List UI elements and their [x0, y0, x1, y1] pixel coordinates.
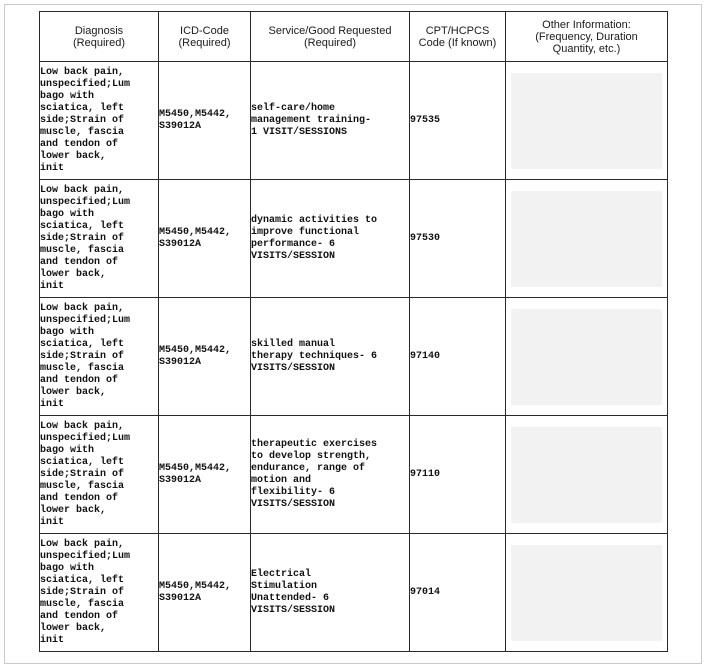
other-info-field[interactable]	[511, 545, 662, 641]
service-line: self-care/home	[251, 102, 336, 114]
other-info-field[interactable]	[511, 73, 662, 169]
cpt-code-cell	[410, 298, 506, 416]
icd-line: S39012A	[159, 474, 202, 486]
diagnosis-line: sciatica, left	[40, 220, 125, 232]
diagnosis-line: init	[40, 634, 65, 646]
icd-line: S39012A	[159, 238, 202, 250]
service-line: skilled manual	[251, 338, 336, 350]
other-info-field[interactable]	[511, 191, 662, 287]
header-icd-code	[159, 12, 251, 62]
other-info-field[interactable]	[511, 309, 662, 405]
other-info-field[interactable]	[511, 427, 662, 523]
icd-line: S39012A	[159, 356, 202, 368]
diagnosis-line: bago with	[40, 208, 95, 220]
diagnosis-line: and tendon of	[40, 610, 119, 622]
cpt-code-cell	[410, 416, 506, 534]
header-text: ICD-Code	[180, 24, 229, 37]
service-line: Electrical	[251, 568, 312, 580]
diagnosis-line: Low back pain,	[40, 538, 125, 550]
other-info-cell	[506, 180, 668, 298]
diagnosis-cell	[40, 180, 159, 298]
table-row	[40, 180, 668, 298]
diagnosis-line: muscle, fascia	[40, 126, 125, 138]
header-text: (Required)	[304, 36, 356, 49]
service-line: flexibility- 6	[251, 486, 336, 498]
icd-code-cell	[159, 180, 251, 298]
header-text: Diagnosis	[74, 24, 124, 37]
other-info-cell	[506, 416, 668, 534]
header-text: (Required)	[178, 36, 231, 49]
cpt-code-value: 97110	[410, 468, 441, 480]
icd-line: M5450,M5442,	[159, 226, 232, 238]
diagnosis-line: muscle, fascia	[40, 244, 125, 256]
diagnosis-line: bago with	[40, 326, 95, 338]
diagnosis-line: lower back,	[40, 268, 107, 280]
service-line: therapeutic exercises	[251, 438, 378, 450]
service-line: performance- 6	[251, 238, 336, 250]
service-line: improve functional	[251, 226, 360, 238]
cpt-code-value: 97014	[410, 586, 441, 598]
diagnosis-line: sciatica, left	[40, 338, 125, 350]
table-row	[40, 416, 668, 534]
header-diagnosis	[40, 12, 159, 62]
header-text: Other Information:	[542, 18, 631, 31]
diagnosis-line: unspecified;Lum	[40, 78, 131, 90]
diagnosis-line: Low back pain,	[40, 302, 125, 314]
other-info-cell	[506, 298, 668, 416]
icd-line: M5450,M5442,	[159, 580, 232, 592]
diagnosis-line: Low back pain,	[40, 184, 125, 196]
icd-code-cell	[159, 298, 251, 416]
diagnosis-cell	[40, 62, 159, 180]
header-text: (Required)	[73, 36, 125, 49]
diagnosis-line: lower back,	[40, 386, 107, 398]
other-info-cell	[506, 62, 668, 180]
service-cell	[251, 298, 410, 416]
table-row	[40, 534, 668, 652]
diagnosis-line: muscle, fascia	[40, 480, 125, 492]
icd-line: S39012A	[159, 592, 202, 604]
icd-line: M5450,M5442,	[159, 108, 232, 120]
diagnosis-line: and tendon of	[40, 256, 119, 268]
cpt-code-value: 97535	[410, 114, 441, 126]
icd-line: S39012A	[159, 120, 202, 132]
service-line: Stimulation	[251, 580, 318, 592]
cpt-code-value: 97140	[410, 350, 441, 362]
header-cpt-code	[410, 12, 506, 62]
service-line: to develop strength,	[251, 450, 372, 462]
diagnosis-line: unspecified;Lum	[40, 196, 131, 208]
table-row	[40, 62, 668, 180]
icd-line: M5450,M5442,	[159, 462, 232, 474]
service-line: VISITS/SESSION	[251, 604, 336, 616]
service-line: motion and	[251, 474, 312, 486]
cpt-code-cell	[410, 180, 506, 298]
service-cell	[251, 62, 410, 180]
diagnosis-line: lower back,	[40, 150, 107, 162]
diagnosis-line: sciatica, left	[40, 456, 125, 468]
service-cell	[251, 180, 410, 298]
diagnosis-line: side;Strain of	[40, 468, 125, 480]
cpt-code-cell	[410, 62, 506, 180]
diagnosis-line: side;Strain of	[40, 114, 125, 126]
service-cell	[251, 534, 410, 652]
service-line: VISITS/SESSION	[251, 250, 336, 262]
diagnosis-line: and tendon of	[40, 374, 119, 386]
service-line: VISITS/SESSION	[251, 498, 336, 510]
diagnosis-line: lower back,	[40, 504, 107, 516]
diagnosis-line: bago with	[40, 444, 95, 456]
diagnosis-line: muscle, fascia	[40, 362, 125, 374]
diagnosis-line: Low back pain,	[40, 420, 125, 432]
header-other-info	[506, 12, 668, 62]
diagnosis-line: Low back pain,	[40, 66, 125, 78]
diagnosis-line: side;Strain of	[40, 350, 125, 362]
service-line: therapy techniques- 6	[251, 350, 378, 362]
table-header-row	[40, 12, 668, 62]
diagnosis-line: muscle, fascia	[40, 598, 125, 610]
service-line: 1 VISIT/SESSIONS	[251, 126, 348, 138]
diagnosis-cell	[40, 534, 159, 652]
diagnosis-line: side;Strain of	[40, 586, 125, 598]
header-text: Quantity, etc.)	[552, 42, 621, 55]
diagnosis-line: and tendon of	[40, 492, 119, 504]
diagnosis-line: bago with	[40, 562, 95, 574]
diagnosis-line: sciatica, left	[40, 102, 125, 114]
header-text: Code (If known)	[418, 36, 497, 49]
diagnosis-line: init	[40, 516, 65, 528]
services-request-table	[39, 11, 668, 652]
diagnosis-line: unspecified;Lum	[40, 432, 131, 444]
diagnosis-line: and tendon of	[40, 138, 119, 150]
header-text: (Frequency, Duration	[535, 30, 638, 43]
icd-line: M5450,M5442,	[159, 344, 232, 356]
cpt-code-value: 97530	[410, 232, 441, 244]
table-row	[40, 298, 668, 416]
diagnosis-line: init	[40, 398, 65, 410]
header-text: Service/Good Requested	[268, 24, 392, 37]
icd-code-cell	[159, 62, 251, 180]
service-line: Unattended- 6	[251, 592, 330, 604]
service-cell	[251, 416, 410, 534]
diagnosis-line: lower back,	[40, 622, 107, 634]
icd-code-cell	[159, 534, 251, 652]
diagnosis-line: unspecified;Lum	[40, 550, 131, 562]
diagnosis-cell	[40, 298, 159, 416]
icd-code-cell	[159, 416, 251, 534]
service-line: management training-	[251, 114, 372, 126]
header-service	[251, 12, 410, 62]
cpt-code-cell	[410, 534, 506, 652]
diagnosis-line: side;Strain of	[40, 232, 125, 244]
other-info-cell	[506, 534, 668, 652]
diagnosis-line: unspecified;Lum	[40, 314, 131, 326]
header-text: CPT/HCPCS	[425, 24, 490, 37]
document-frame	[4, 4, 702, 664]
diagnosis-cell	[40, 416, 159, 534]
service-line: dynamic activities to	[251, 214, 378, 226]
service-line: VISITS/SESSION	[251, 362, 336, 374]
diagnosis-line: bago with	[40, 90, 95, 102]
diagnosis-line: init	[40, 162, 65, 174]
diagnosis-line: sciatica, left	[40, 574, 125, 586]
diagnosis-line: init	[40, 280, 65, 292]
service-line: endurance, range of	[251, 462, 366, 474]
